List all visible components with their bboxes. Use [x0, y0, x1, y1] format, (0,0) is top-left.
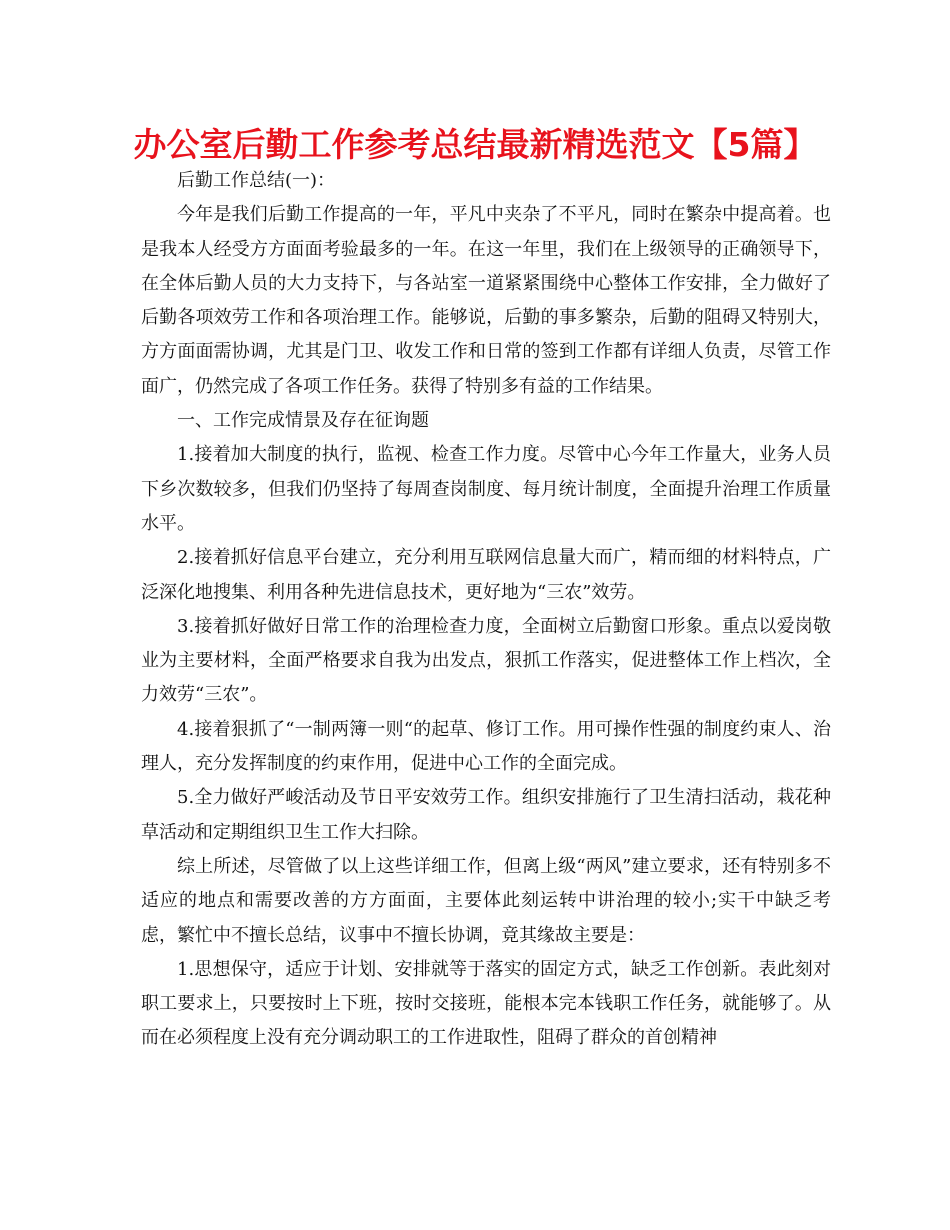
paragraph-item-5: 5.全力做好严峻活动及节日平安效劳工作。组织安排施行了卫生清扫活动，栽花种草活动和定期组织卫生工作大扫除。 [141, 787, 831, 843]
paragraph-item-1: 1.接着加大制度的执行，监视、检查工作力度。尽管中心今年工作量大，业务人员下乡次数较多，但我们仍坚持了每周查岗制度、每月统计制度，全面提升治理工作质量水平。 [141, 444, 831, 534]
paragraph-item-2: 2.接着抓好信息平台建立，充分利用互联网信息量大而广，精而细的材料特点，广泛深化地搜集、利用各种先进信息技术，更好地为“三农”效劳。 [141, 547, 831, 603]
paragraph-intro: 今年是我们后勤工作提高的一年，平凡中夹杂了不平凡，同时在繁杂中提高着。也是我本人经受方方面面考验最多的一年。在这一年里，我们在上级领导的正确领导下，在全体后勤人员的大力支持下，与各站室一道紧紧围绕中心整体工作安排，全力做好了后勤各项效劳工作和各项治理工作。能够说，后勤的事多繁杂，后勤的阻碍又特别大，方方面面需协调，尤其是门卫、收发工作和日常的签到工作都有详细人负责，尽管工作面广，仍然完成了各项工作任务。获得了特别多有益的工作结果。 [141, 204, 831, 397]
document-body [141, 164, 831, 1056]
paragraph-section-heading: 后勤工作总结(一)： [177, 170, 336, 191]
paragraph-reason-1: 1.思想保守，适应于计划、安排就等于落实的固定方式，缺乏工作创新。表此刻对职工要求上，只要按时上下班，按时交接班，能根本完本钱职工作任务，就能够了。从而在必须程度上没有充分调动职工的工作进取性，阻碍了群众的首创精神 [141, 958, 831, 1049]
paragraph-subheading: 一、工作完成情景及存在征询题 [177, 410, 429, 432]
paragraph-summary: 综上所述，尽管做了以上这些详细工作，但离上级“两风”建立要求，还有特别多不适应的地点和需要改善的方方面面，主要体此刻运转中讲治理的较小;实干中缺乏考虑，繁忙中不擅长总结，议事中不擅长协调，竟其缘故主要是： [141, 855, 831, 946]
paragraph-item-3: 3.接着抓好做好日常工作的治理检查力度，全面树立后勤窗口形象。重点以爱岗敬业为主要材料，全面严格要求自我为出发点，狠抓工作落实，促进整体工作上档次，全力效劳“三农”。 [141, 615, 831, 706]
document-title: 办公室后勤工作参考总结最新精选范文【5篇】 [133, 125, 817, 164]
paragraph-item-4: 4.接着狠抓了“一制两簿一则“的起草、修订工作。用可操作性强的制度约束人、治理人，充分发挥制度的约束作用，促进中心工作的全面完成。 [141, 718, 831, 775]
